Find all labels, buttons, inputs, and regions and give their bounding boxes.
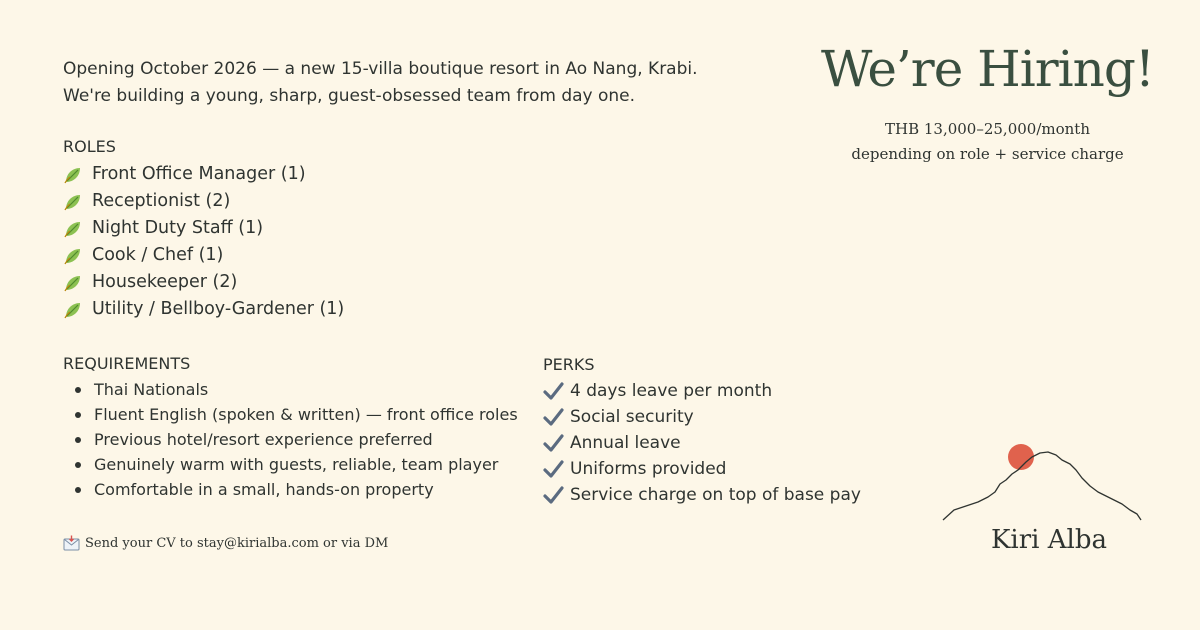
role-label: Receptionist (2) bbox=[92, 191, 231, 211]
leaf-icon bbox=[63, 273, 83, 293]
intro-line-1: Opening October 2026 — a new 15-villa boutique resort in Ao Nang, Krabi. bbox=[63, 59, 698, 79]
salary-info bbox=[800, 117, 1175, 167]
role-item bbox=[63, 269, 344, 296]
leaf-icon bbox=[63, 246, 83, 266]
leaf-icon bbox=[63, 300, 83, 320]
role-label: Front Office Manager (1) bbox=[92, 164, 306, 184]
role-item bbox=[63, 161, 344, 188]
bullet-icon bbox=[75, 462, 81, 468]
contact-line bbox=[63, 535, 388, 551]
perks-heading: PERKS bbox=[543, 355, 595, 374]
perk-item bbox=[543, 456, 861, 482]
requirement-item bbox=[63, 452, 518, 477]
perk-label: Social security bbox=[570, 407, 694, 427]
check-mark-icon bbox=[543, 433, 564, 453]
role-label: Night Duty Staff (1) bbox=[92, 218, 264, 238]
perk-item bbox=[543, 404, 861, 430]
bullet-icon bbox=[75, 437, 81, 443]
requirements-heading: REQUIREMENTS bbox=[63, 354, 191, 373]
roles-heading: ROLES bbox=[63, 137, 116, 156]
role-label: Housekeeper (2) bbox=[92, 272, 238, 292]
role-item bbox=[63, 188, 344, 215]
envelope-icon bbox=[63, 535, 80, 551]
role-label: Cook / Chef (1) bbox=[92, 245, 224, 265]
check-mark-icon bbox=[543, 459, 564, 479]
salary-range: THB 13,000–25,000/month bbox=[884, 120, 1090, 138]
perk-label: Uniforms provided bbox=[570, 459, 727, 479]
requirement-item bbox=[63, 427, 518, 452]
perk-label: Service charge on top of base pay bbox=[570, 485, 861, 505]
salary-note: depending on role + service charge bbox=[851, 145, 1124, 163]
perk-item bbox=[543, 378, 861, 404]
requirement-label: Fluent English (spoken & written) — front office roles bbox=[94, 405, 518, 424]
roles-list bbox=[63, 161, 344, 323]
perk-label: Annual leave bbox=[570, 433, 681, 453]
leaf-icon bbox=[63, 219, 83, 239]
bullet-icon bbox=[75, 487, 81, 493]
perk-label: 4 days leave per month bbox=[570, 381, 773, 401]
role-label: Utility / Bellboy-Gardener (1) bbox=[92, 299, 345, 319]
role-item bbox=[63, 215, 344, 242]
bullet-icon bbox=[75, 387, 81, 393]
intro bbox=[63, 56, 698, 110]
requirement-label: Thai Nationals bbox=[94, 380, 209, 399]
requirements-list bbox=[63, 377, 518, 502]
brand-name: Kiri Alba bbox=[991, 525, 1107, 555]
requirement-label: Genuinely warm with guests, reliable, team player bbox=[94, 455, 499, 474]
check-mark-icon bbox=[543, 407, 564, 427]
mountain-icon bbox=[943, 452, 1141, 520]
contact-text: Send your CV to stay@kirialba.com or via DM bbox=[85, 535, 389, 551]
requirement-label: Comfortable in a small, hands-on property bbox=[94, 480, 434, 499]
perk-item bbox=[543, 482, 861, 508]
requirement-label: Previous hotel/resort experience preferred bbox=[94, 430, 433, 449]
hiring-title: We’re Hiring! bbox=[821, 40, 1154, 98]
role-item bbox=[63, 242, 344, 269]
intro-line-2: We're building a young, sharp, guest-obsessed team from day one. bbox=[63, 86, 636, 106]
requirement-item bbox=[63, 477, 518, 502]
bullet-icon bbox=[75, 412, 81, 418]
requirement-item bbox=[63, 402, 518, 427]
mountain-sun-logo bbox=[940, 440, 1145, 525]
requirement-item bbox=[63, 377, 518, 402]
check-mark-icon bbox=[543, 485, 564, 505]
role-item bbox=[63, 296, 344, 323]
perk-item bbox=[543, 430, 861, 456]
leaf-icon bbox=[63, 192, 83, 212]
leaf-icon bbox=[63, 165, 83, 185]
perks-list bbox=[543, 378, 861, 508]
check-mark-icon bbox=[543, 381, 564, 401]
